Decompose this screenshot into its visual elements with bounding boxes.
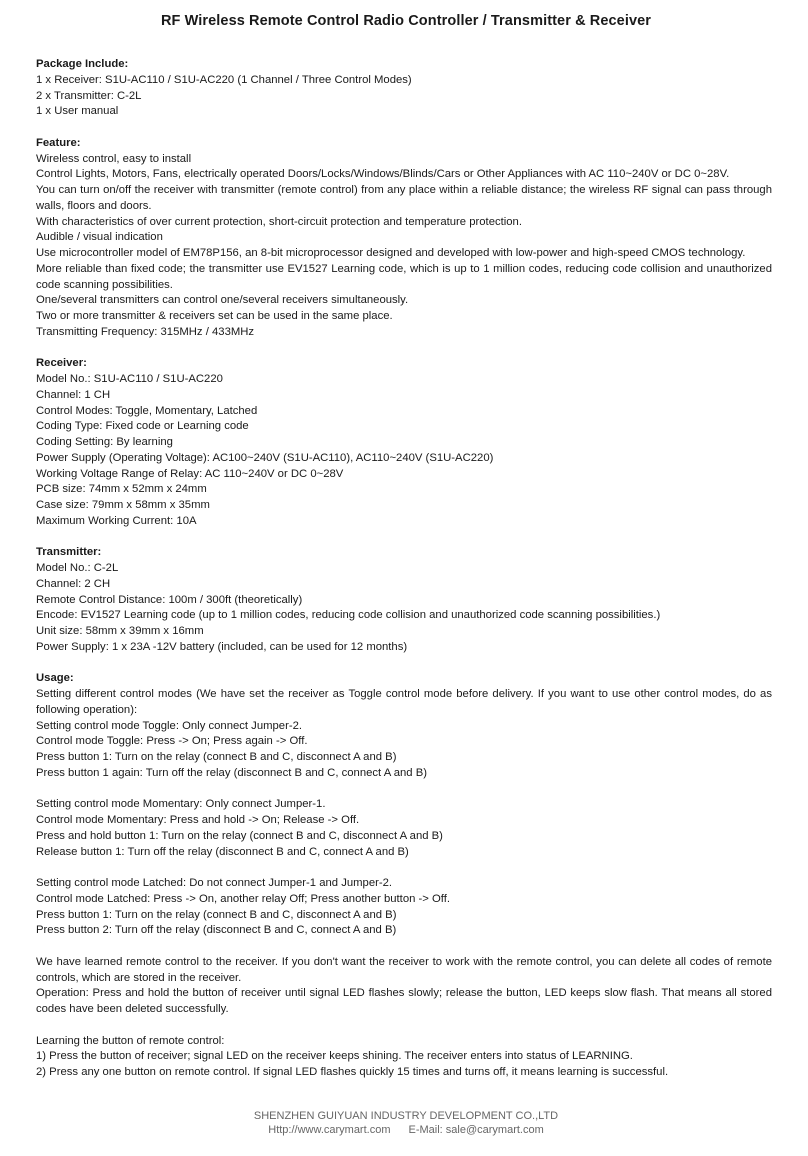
text-line: We have learned remote control to the receiver. If you don't want the receiver to work with the remote control, you can delete all codes of remote controls, which are stored in the receiver.: [36, 955, 772, 984]
text-line: Control Lights, Motors, Fans, electrically operated Doors/Locks/Windows/Blinds/Cars or Other Appliances with AC 110~240V or DC 0~28V.: [36, 168, 730, 181]
page-footer: [36, 1109, 776, 1137]
text-line: More reliable than fixed code; the transmitter use EV1527 Learning code, which is up to 1 million codes, reducing code collision and unauthorized code scanning possibilities.: [36, 262, 772, 291]
usage-section: [36, 671, 772, 1081]
text-line: Control mode Latched: Press -> On, another relay Off; Press another button -> Off.: [36, 892, 451, 905]
website-link[interactable]: Http://www.carymart.com: [268, 1124, 391, 1136]
text-line: Control Modes: Toggle, Momentary, Latched: [36, 404, 258, 417]
text-line: Press button 1: Turn on the relay (connect B and C, disconnect A and B): [36, 908, 397, 921]
email-link[interactable]: E-Mail: sale@carymart.com: [408, 1124, 544, 1136]
text-line: Transmitting Frequency: 315MHz / 433MHz: [36, 325, 255, 338]
text-line: Press button 1 again: Turn off the relay (disconnect B and C, connect A and B): [36, 766, 428, 779]
section-heading: Transmitter:: [36, 546, 102, 559]
transmitter-section: [36, 545, 772, 655]
section-heading: Package Include:: [36, 58, 129, 70]
text-line: Model No.: C-2L: [36, 562, 119, 574]
text-line: Remote Control Distance: 100m / 300ft (theoretically): [36, 593, 303, 606]
text-line: Maximum Working Current: 10A: [36, 514, 197, 527]
text-line: Unit size: 58mm x 39mm x 16mm: [36, 625, 204, 637]
package-section: [36, 57, 772, 120]
text-line: Channel: 2 CH: [36, 577, 111, 590]
text-line: Encode: EV1527 Learning code (up to 1 million codes, reducing code collision and unauthorized code scanning possibilities.): [36, 609, 661, 622]
text-line: Audible / visual indication: [36, 231, 163, 244]
text-line: With characteristics of over current protection, short-circuit protection and temperature protection.: [36, 215, 522, 228]
text-line: Press button 2: Turn off the relay (disconnect B and C, connect A and B): [36, 924, 397, 937]
text-line: Use microcontroller model of EM78P156, an 8-bit microprocessor designed and developed with low-power and high-speed CMOS technology.: [36, 247, 746, 259]
text-line: Operation: Press and hold the button of receiver until signal LED flashes slowly; release the button, LED keeps slow flash. That means all stored codes have been deleted successfully.: [36, 987, 772, 1015]
text-line: Power Supply: 1 x 23A -12V battery (included, can be used for 12 months): [36, 640, 408, 653]
feature-section: [36, 136, 772, 341]
text-line: One/several transmitters can control one/several receivers simultaneously.: [36, 294, 409, 307]
company-name: SHENZHEN GUIYUAN INDUSTRY DEVELOPMENT CO.,LTD: [253, 1110, 559, 1122]
text-line: Setting different control modes (We have set the receiver as Toggle control mode before delivery. If you want to use other control modes, do as following operation):: [36, 688, 772, 716]
text-line: Setting control mode Toggle: Only connect Jumper-2.: [36, 719, 303, 732]
text-line: Press and hold button 1: Turn on the relay (connect B and C, disconnect A and B): [36, 829, 443, 842]
text-line: 1) Press the button of receiver; signal LED on the receiver keeps shining. The receiver enters into status of LEARNING.: [36, 1050, 633, 1063]
text-line: Learning the button of remote control:: [36, 1034, 225, 1047]
text-line: Control mode Toggle: Press -> On; Press again -> Off.: [36, 735, 308, 748]
text-line: 2 x Transmitter: C-2L: [36, 89, 142, 102]
text-line: 1 x Receiver: S1U-AC110 / S1U-AC220 (1 Channel / Three Control Modes): [36, 73, 412, 86]
text-line: Coding Setting: By learning: [36, 436, 173, 448]
section-heading: Receiver:: [36, 357, 87, 370]
contact-line: [36, 1123, 776, 1137]
text-line: Working Voltage Range of Relay: AC 110~240V or DC 0~28V: [36, 467, 344, 480]
text-line: PCB size: 74mm x 52mm x 24mm: [36, 483, 207, 496]
text-line: Channel: 1 CH: [36, 388, 111, 401]
text-line: Setting control mode Latched: Do not connect Jumper-1 and Jumper-2.: [36, 877, 393, 889]
text-line: Model No.: S1U-AC110 / S1U-AC220: [36, 373, 223, 385]
receiver-section: [36, 356, 772, 529]
section-heading: Usage:: [36, 672, 74, 685]
text-line: You can turn on/off the receiver with transmitter (remote control) from any place within a reliable distance; the wireless RF signal can pass through walls, floors and doors.: [36, 184, 772, 212]
section-heading: Feature:: [36, 136, 81, 149]
page-title: RF Wireless Remote Control Radio Controller / Transmitter & Receiver: [160, 13, 652, 29]
text-line: Coding Type: Fixed code or Learning code: [36, 420, 249, 433]
text-line: 1 x User manual: [36, 105, 119, 118]
text-line: Setting control mode Momentary: Only connect Jumper-1.: [36, 798, 326, 811]
text-line: Two or more transmitter & receivers set can be used in the same place.: [36, 310, 393, 322]
text-line: Case size: 79mm x 58mm x 35mm: [36, 499, 210, 511]
text-line: 2) Press any one button on remote control. If signal LED flashes quickly 15 times and turns off, it means learning is successful.: [36, 1066, 669, 1078]
text-line: Release button 1: Turn off the relay (disconnect B and C, connect A and B): [36, 845, 409, 858]
text-line: Wireless control, easy to install: [36, 152, 192, 165]
text-line: Control mode Momentary: Press and hold -> On; Release -> Off.: [36, 814, 360, 826]
text-line: Power Supply (Operating Voltage): AC100~240V (S1U-AC110), AC110~240V (S1U-AC220): [36, 451, 494, 464]
document-body: [36, 57, 772, 1081]
text-line: Press button 1: Turn on the relay (connect B and C, disconnect A and B): [36, 751, 397, 763]
